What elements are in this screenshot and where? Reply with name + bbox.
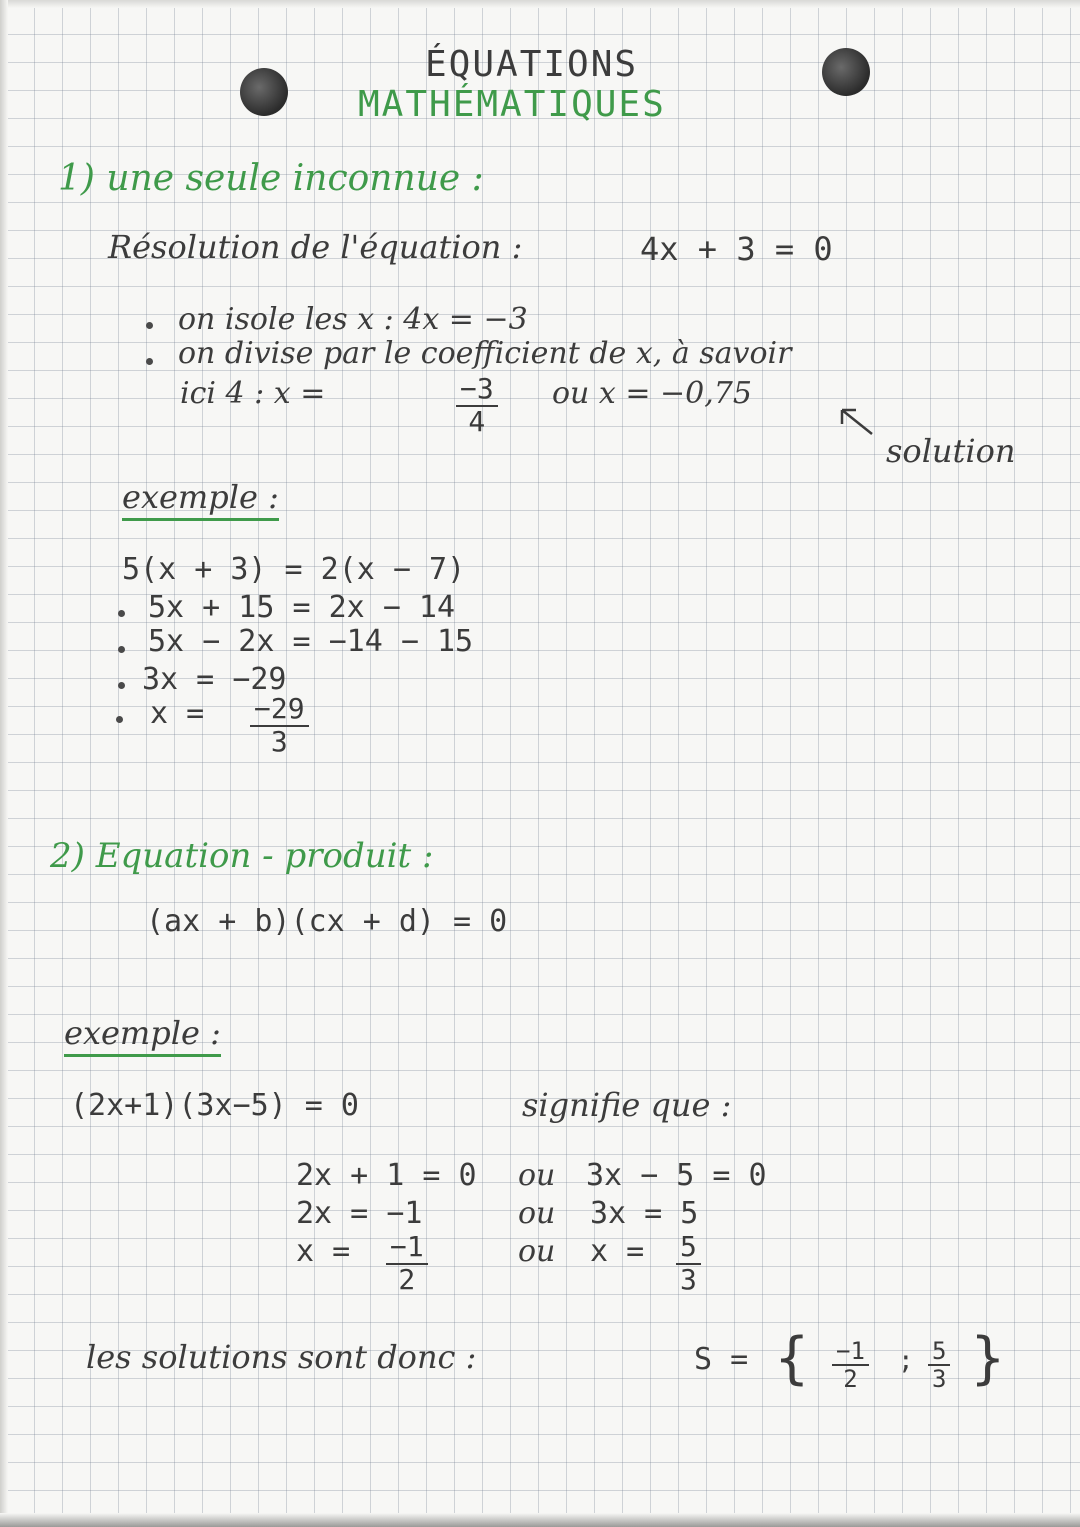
frac-denominator: 3 [680, 1262, 697, 1296]
example2-label: exemple : [64, 1014, 221, 1057]
bullet-4 [118, 646, 125, 653]
example2-equation: (2x+1)(3x−5) = 0 [70, 1088, 359, 1123]
fraction-minus1-over-2 [386, 1232, 428, 1296]
frac-numerator: −3 [456, 374, 498, 407]
set-fraction-minus1-over-2 [832, 1338, 869, 1393]
frac-denominator: 2 [843, 1365, 858, 1394]
bullet-5 [118, 682, 125, 689]
frac-numerator: 5 [676, 1232, 701, 1265]
resolution-equation: 4x + 3 = 0 [640, 230, 833, 268]
example1-step2: 5x − 2x = −14 − 15 [148, 624, 474, 659]
solution-set-prefix: S = [694, 1342, 749, 1377]
brace-open-icon: { [774, 1326, 810, 1391]
left-last-prefix: x = [296, 1234, 351, 1269]
or-word-1: ou [518, 1158, 556, 1193]
left-step1: 2x + 1 = 0 [296, 1158, 477, 1193]
title-line2: MATHÉMATIQUES [358, 84, 666, 125]
bullet-1 [146, 322, 153, 329]
left-step2: 2x = −1 [296, 1196, 423, 1231]
resolution-label: Résolution de l'équation : [108, 228, 523, 266]
example1-step1: 5x + 15 = 2x − 14 [148, 590, 456, 625]
frac-denominator: 4 [468, 404, 486, 438]
title-line1: ÉQUATIONS [425, 44, 639, 85]
or-word-2: ou [518, 1196, 556, 1231]
brace-close-icon: } [970, 1326, 1006, 1391]
step-divide: on divise par le coefficient de x, à savoir [178, 336, 792, 371]
bullet-6 [116, 716, 123, 723]
fraction-minus29-over-3 [250, 694, 309, 758]
frac-numerator: 5 [928, 1338, 950, 1366]
example2-means: signifie que : [522, 1086, 732, 1124]
step-isolate: on isole les x : 4x = −3 [178, 302, 528, 337]
example1-last-prefix: x = [150, 696, 205, 731]
example1-equation: 5(x + 3) = 2(x − 7) [122, 552, 466, 587]
section2-heading: 2) Equation - produit : [50, 836, 434, 876]
set-separator: ; [898, 1346, 914, 1376]
bullet-2 [146, 358, 153, 365]
frac-numerator: −1 [832, 1338, 869, 1366]
or-word-3: ou [518, 1234, 556, 1269]
fraction-minus3-over-4 [456, 374, 498, 438]
frac-denominator: 3 [932, 1365, 947, 1394]
frac-numerator: −29 [250, 694, 309, 727]
bullet-3 [118, 610, 125, 617]
punch-hole-right [822, 48, 870, 96]
right-last-prefix: x = [590, 1234, 645, 1269]
decimal-solution: ou x = −0,75 [552, 376, 752, 411]
solutions-text: les solutions sont donc : [86, 1338, 477, 1376]
example1-label: exemple : [122, 478, 279, 521]
frac-numerator: −1 [386, 1232, 428, 1265]
fraction-5-over-3 [676, 1232, 701, 1296]
set-fraction-5-over-3 [928, 1338, 950, 1393]
right-step1: 3x − 5 = 0 [586, 1158, 767, 1193]
section1-heading: 1) une seule inconnue : [58, 158, 484, 199]
page-edge-bottom [0, 1513, 1080, 1527]
step-divide-here: ici 4 : x = [180, 376, 326, 411]
right-step2: 3x = 5 [590, 1196, 699, 1231]
product-general-equation: (ax + b)(cx + d) = 0 [146, 904, 508, 939]
arrow-up-left-icon [836, 404, 876, 438]
punch-hole-left [240, 68, 288, 116]
frac-denominator: 3 [270, 724, 288, 758]
frac-denominator: 2 [398, 1262, 416, 1296]
page-edge-top [0, 0, 1080, 8]
solution-note: solution [886, 432, 1016, 470]
page-edge-left [0, 0, 8, 1527]
example1-step3: 3x = −29 [142, 662, 287, 697]
